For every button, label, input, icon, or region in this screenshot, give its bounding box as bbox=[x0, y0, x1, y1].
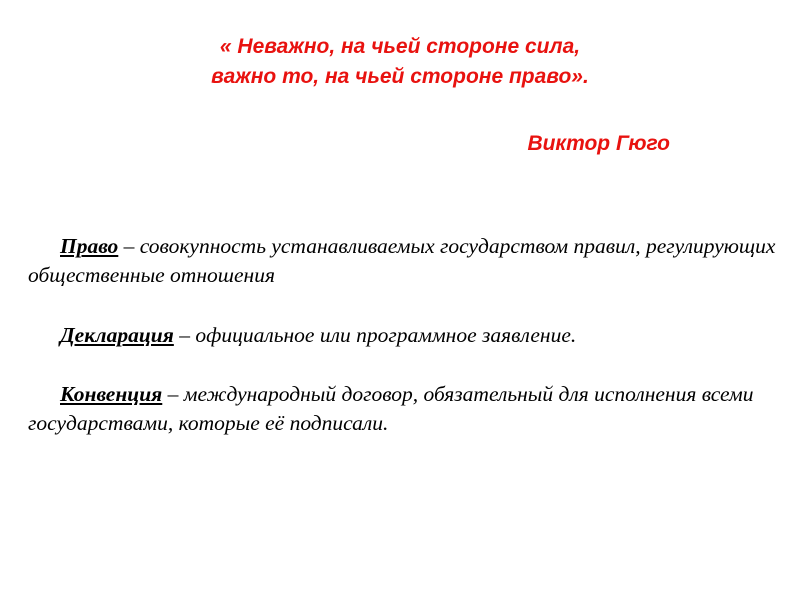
definition-term: Декларация bbox=[60, 322, 174, 347]
definition-text: официальное или программное заявление. bbox=[195, 322, 577, 347]
definition-term: Конвенция bbox=[60, 382, 163, 407]
quote-line-2: важно то, на чьей стороне право». bbox=[211, 64, 589, 88]
definition-dash: – bbox=[118, 234, 140, 258]
definition-item bbox=[28, 321, 788, 350]
definition-dash: – bbox=[173, 322, 196, 347]
definition-item bbox=[28, 380, 788, 438]
definition-text: совокупность устанавливаемых государством правил, регулирующих общественные отношения bbox=[28, 234, 776, 287]
definitions-list bbox=[28, 232, 788, 438]
definition-term: Право bbox=[60, 234, 119, 258]
quote-text bbox=[60, 32, 740, 92]
quote-author: Виктор Гюго bbox=[527, 132, 670, 155]
definition-text: международный договор, обязательный для исполнения всеми государствами, которые её подписали. bbox=[28, 382, 754, 436]
quote-line-1: « Неважно, на чьей стороне сила, bbox=[219, 35, 581, 58]
definition-item bbox=[28, 232, 788, 290]
definition-dash: – bbox=[162, 382, 184, 407]
